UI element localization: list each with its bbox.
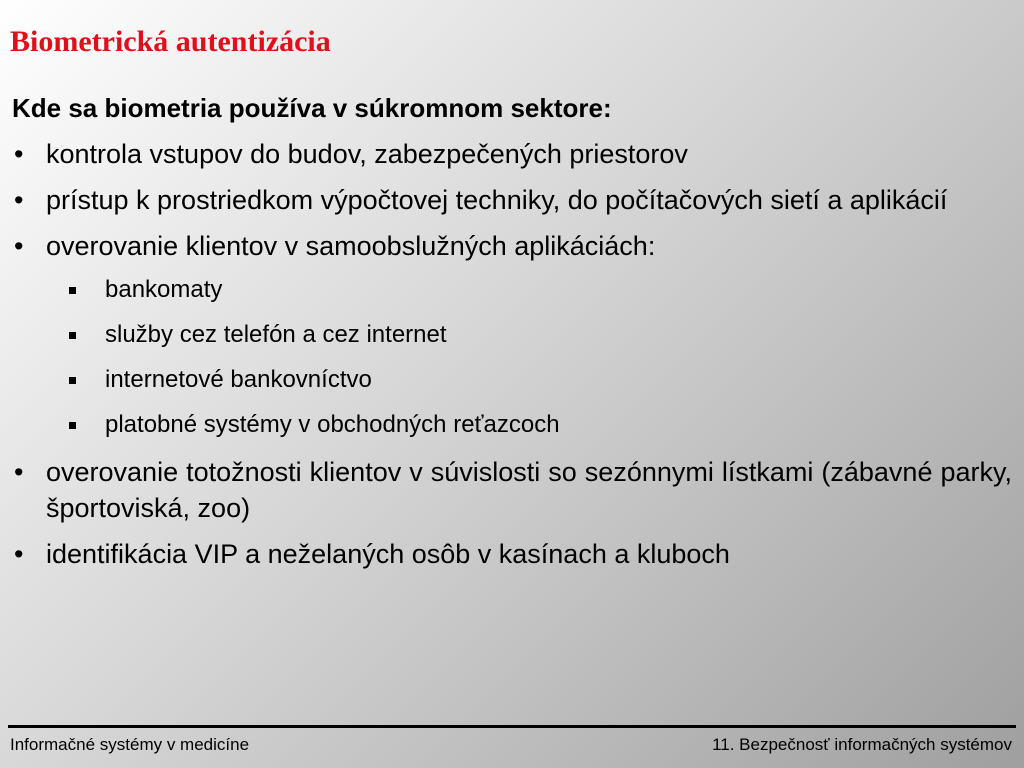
square-bullet-icon (67, 409, 105, 441)
bullet-marker: • (14, 139, 24, 169)
bullet-item (12, 536, 1012, 572)
bullet-text: prístup k prostriedkom výpočtovej techniky, do počítačových sietí a aplikácií (46, 185, 948, 215)
bullet-text: identifikácia VIP a neželaných osôb v kasínach a kluboch (46, 539, 730, 569)
slide-content (12, 90, 1012, 582)
footer-lecture-title: 11. Bezpečnosť informačných systémov (712, 735, 1012, 754)
bullet-item (12, 136, 1012, 172)
bullet-item (12, 454, 1012, 526)
sub-bullet-item (67, 364, 1012, 396)
bullet-text: overovanie totožnosti klientov v súvislosti so sezónnymi lístkami (zábavné parky, športoviská, zoo) (46, 457, 1012, 523)
bullet-text: kontrola vstupov do budov, zabezpečených priestorov (46, 139, 688, 169)
footer-divider (8, 725, 1016, 728)
bullet-marker: • (14, 457, 24, 487)
square-bullet-icon (67, 364, 105, 396)
footer-course-name: Informačné systémy v medicíne (10, 735, 250, 754)
square-bullet-icon (67, 274, 105, 306)
sub-bullet-text: služby cez telefón a cez internet (105, 321, 447, 348)
slide-title: Biometrická autentizácia (10, 25, 331, 58)
bullet-marker: • (14, 539, 24, 569)
sub-bullet-text: internetové bankovníctvo (105, 366, 372, 393)
bullet-marker: • (14, 185, 24, 215)
sub-bullet-text: platobné systémy v obchodných reťazcoch (105, 411, 560, 438)
bullet-item (12, 228, 1012, 264)
sub-bullet-item (67, 319, 1012, 351)
slide-subheading: Kde sa biometria používa v súkromnom sektore: (12, 93, 612, 123)
sub-bullet-item (67, 274, 1012, 306)
bullet-text: overovanie klientov v samoobslužných aplikáciách: (46, 231, 656, 261)
bullet-marker: • (14, 231, 24, 261)
square-bullet-icon (67, 319, 105, 351)
sub-bullet-item (67, 409, 1012, 441)
bullet-item (12, 182, 1012, 218)
sub-bullet-text: bankomaty (105, 276, 223, 303)
